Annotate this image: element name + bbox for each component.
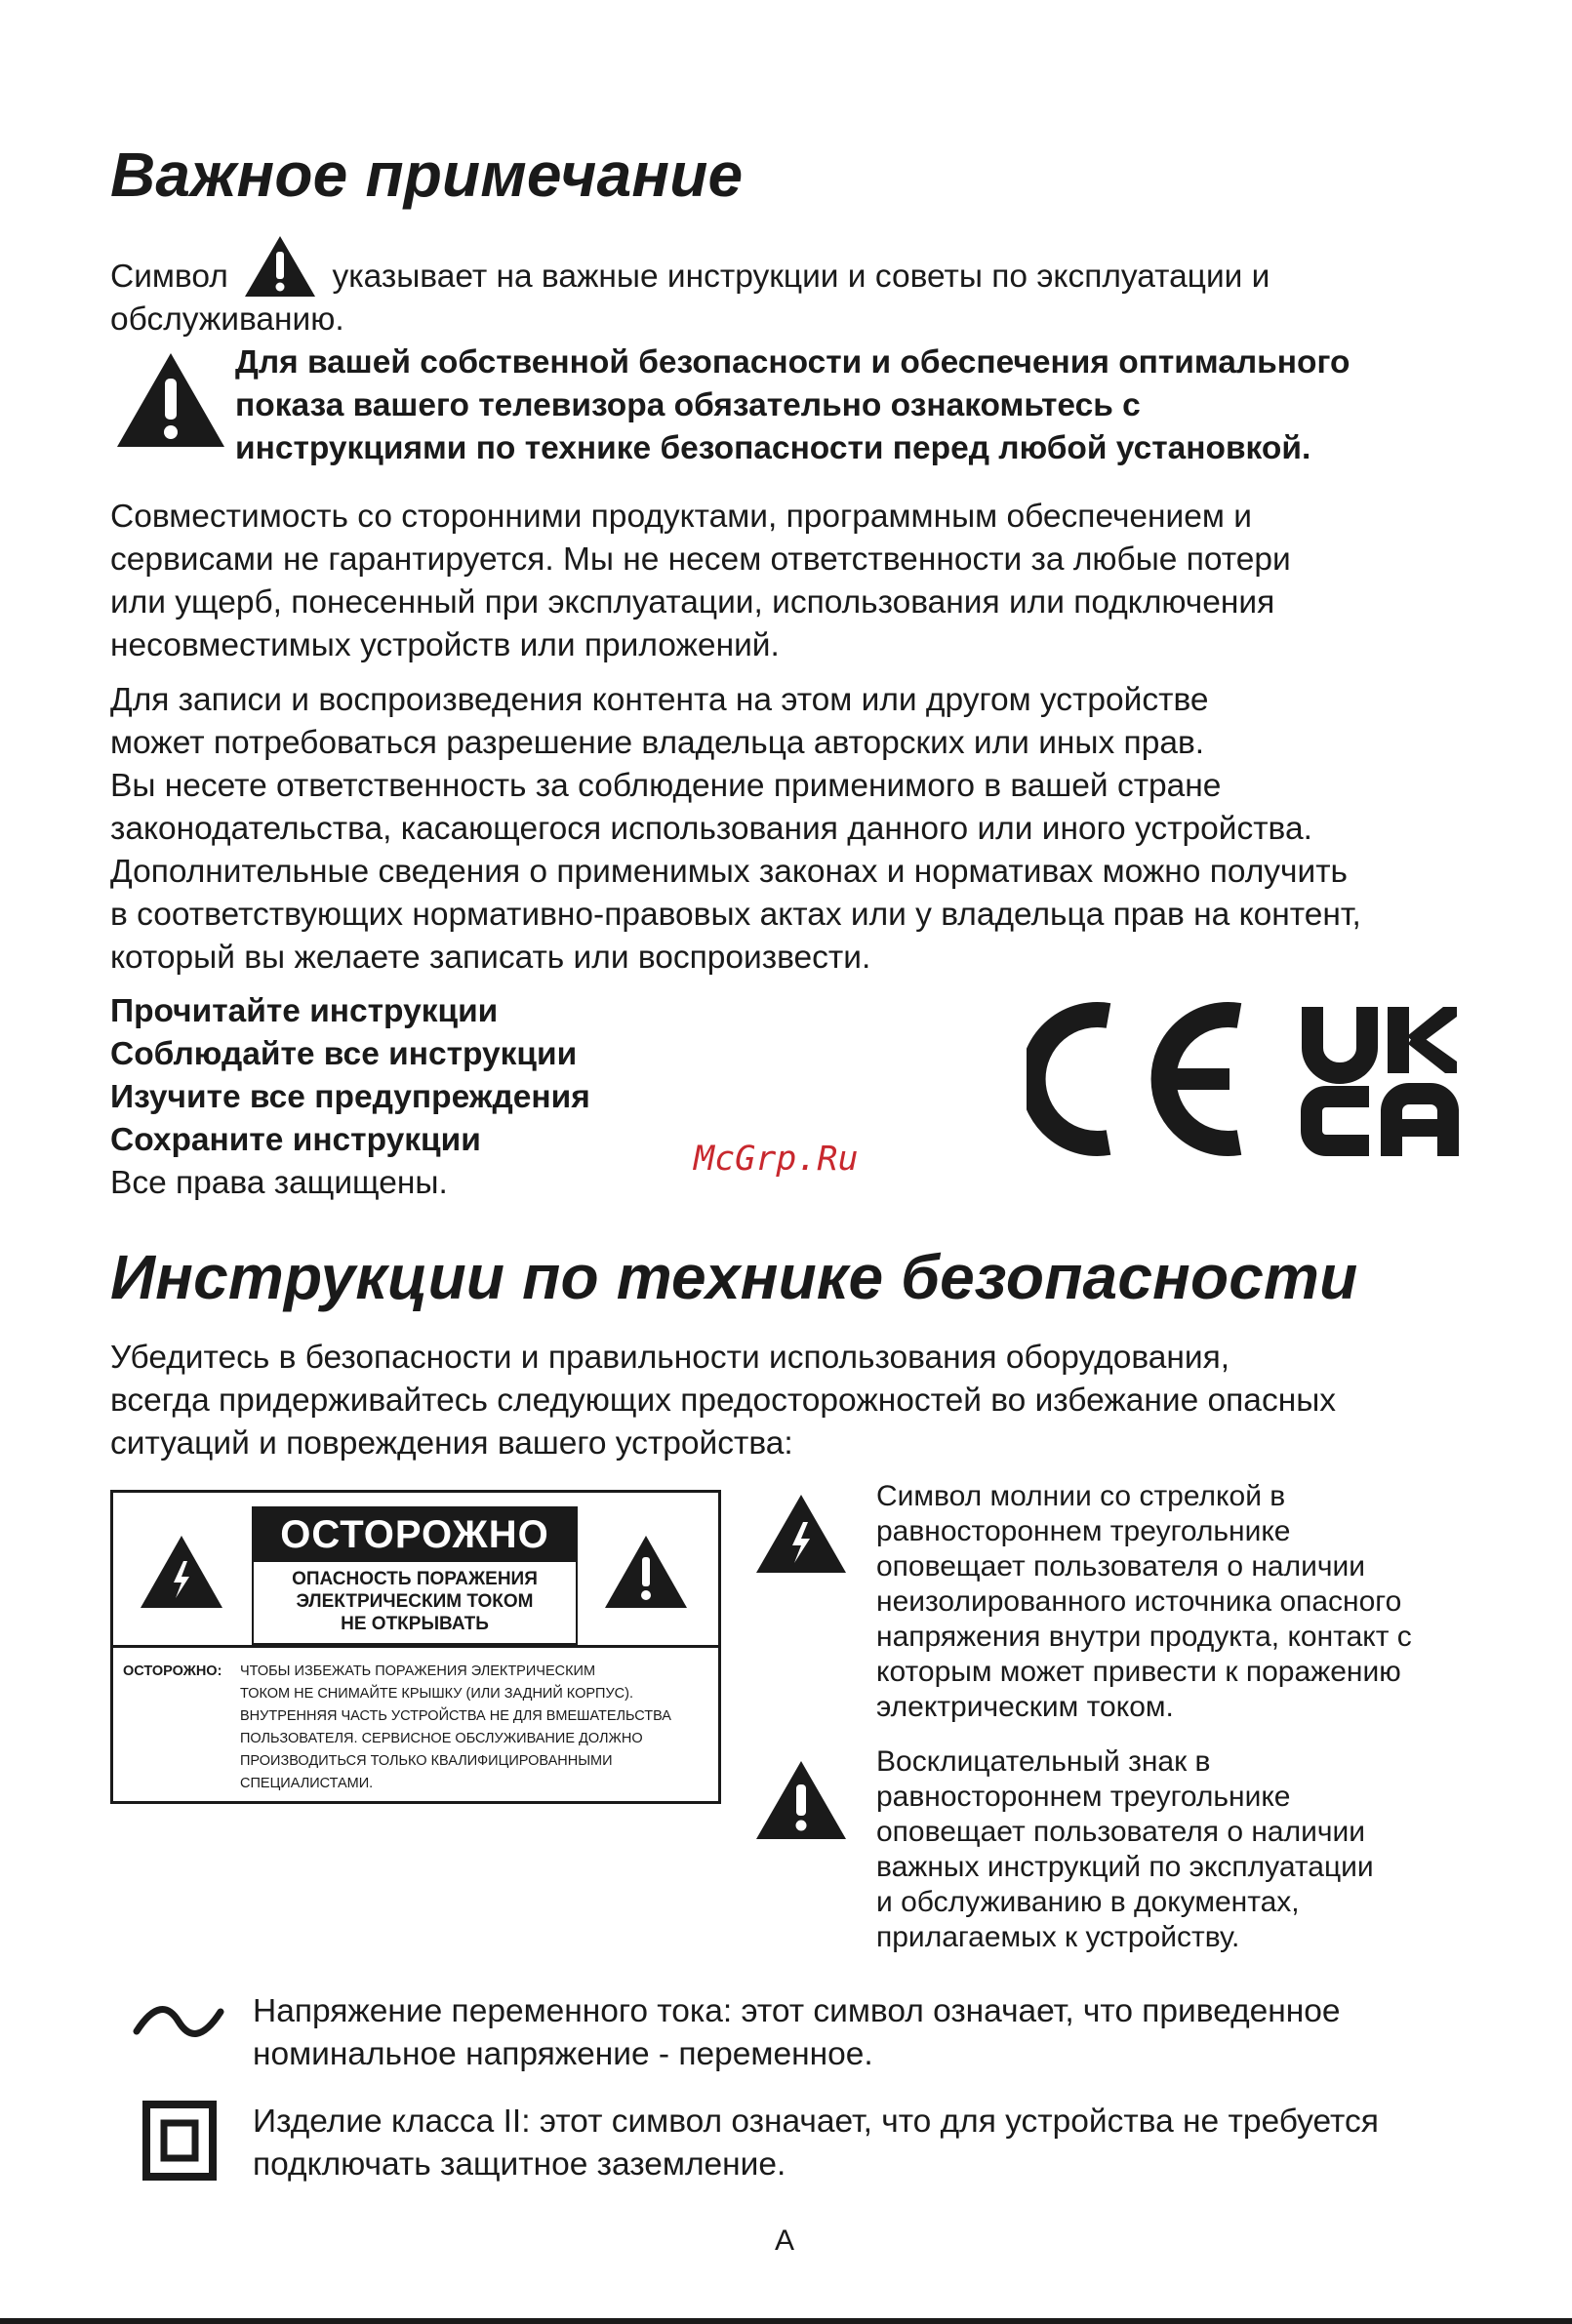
- caution-sub-line: ОПАСНОСТЬ ПОРАЖЕНИЯ: [292, 1569, 538, 1589]
- caution-title: ОСТОРОЖНО: [254, 1508, 576, 1562]
- explanation-line: Символ молнии со стрелкой в: [876, 1480, 1286, 1512]
- page-title-safety: Инструкции по технике безопасности: [110, 1242, 1358, 1312]
- caution-sub-line: НЕ ОТКРЫВАТЬ: [341, 1614, 489, 1634]
- exclamation-explanation: [876, 1744, 1374, 1955]
- paragraph-line: Совместимость со сторонними продуктами, программным обеспечением и: [110, 499, 1252, 535]
- instruction-item: Прочитайте инструкции: [110, 993, 499, 1029]
- explanation-line: равностороннем треугольнике: [876, 1515, 1291, 1547]
- symbol-note-suffix: указывает на важные инструкции и советы по эксплуатации и: [332, 259, 1270, 295]
- description-line: Напряжение переменного тока: этот символ означает, что приведенное: [253, 1993, 1341, 2029]
- instruction-item: Изучите все предупреждения: [110, 1079, 590, 1115]
- lightning-triangle-icon: [754, 1493, 848, 1575]
- warning-triangle-icon: [243, 234, 317, 299]
- paragraph-line: или ущерб, понесенный при эксплуатации, использования или подключения: [110, 584, 1275, 621]
- caution-body-line: ПРОИЗВОДИТЬСЯ ТОЛЬКО КВАЛИФИЦИРОВАННЫМИ: [240, 1753, 613, 1769]
- lightning-explanation: [876, 1479, 1412, 1725]
- caution-body-line: ТОКОМ НЕ СНИМАЙТЕ КРЫШКУ (ИЛИ ЗАДНИЙ КОРПУС).: [240, 1686, 633, 1702]
- caution-body-line: ЧТОБЫ ИЗБЕЖАТЬ ПОРАЖЕНИЯ ЭЛЕКТРИЧЕСКИМ: [240, 1663, 596, 1679]
- paragraph-line: Для записи и воспроизведения контента на этом или другом устройстве: [110, 682, 1209, 718]
- paragraph-line: законодательства, касающегося использования данного или иного устройства.: [110, 811, 1312, 847]
- paragraph-line: несовместимых устройств или приложений.: [110, 627, 780, 663]
- caution-label: [110, 1490, 721, 1804]
- caution-body-label: ОСТОРОЖНО:: [123, 1663, 222, 1679]
- explanation-line: оповещает пользователя о наличии: [876, 1816, 1366, 1848]
- instruction-item: Соблюдайте все инструкции: [110, 1036, 578, 1072]
- class-ii-icon: [142, 2101, 217, 2181]
- symbol-note-prefix: Символ: [110, 259, 228, 295]
- class-ii-description: [253, 2101, 1379, 2186]
- compatibility-paragraph: [110, 496, 1291, 667]
- page-title-important: Важное примечание: [110, 140, 744, 210]
- exclamation-triangle-icon: [754, 1759, 848, 1841]
- caution-body-line: ПОЛЬЗОВАТЕЛЯ. СЕРВИСНОЕ ОБСЛУЖИВАНИЕ ДОЛЖНО: [240, 1731, 643, 1746]
- ac-voltage-description: [253, 1990, 1341, 2076]
- explanation-line: прилагаемых к устройству.: [876, 1921, 1240, 1953]
- caution-sub-line: ЭЛЕКТРИЧЕСКИМ ТОКОМ: [296, 1591, 534, 1612]
- warning-triangle-icon: [115, 351, 226, 449]
- caution-divider: [113, 1645, 718, 1648]
- instructions-list: [110, 990, 590, 1205]
- rights-reserved: Все права защищены.: [110, 1165, 448, 1201]
- description-line: подключать защитное заземление.: [253, 2146, 786, 2183]
- paragraph-line: который вы желаете записать или воспроизвести.: [110, 940, 871, 976]
- explanation-line: важных инструкций по эксплуатации: [876, 1851, 1374, 1883]
- warning-line: Для вашей собственной безопасности и обеспечения оптимального: [235, 344, 1350, 381]
- caution-center-panel: [252, 1506, 578, 1645]
- explanation-line: и обслуживанию в документах,: [876, 1886, 1300, 1918]
- explanation-line: неизолированного источника опасного: [876, 1585, 1402, 1618]
- lightning-triangle-icon: [139, 1534, 224, 1610]
- explanation-line: равностороннем треугольнике: [876, 1781, 1291, 1813]
- paragraph-line: может потребоваться разрешение владельца авторских или иных прав.: [110, 725, 1205, 761]
- warning-line: показа вашего телевизора обязательно ознакомьтесь с: [235, 387, 1141, 423]
- ukca-mark-icon: [1301, 1003, 1459, 1159]
- explanation-line: напряжения внутри продукта, контакт с: [876, 1621, 1412, 1653]
- warning-line: инструкциями по технике безопасности перед любой установкой.: [235, 430, 1311, 466]
- safety-warning-text: [235, 341, 1350, 470]
- symbol-note-line2: обслуживанию.: [110, 301, 344, 338]
- paragraph-line: Убедитесь в безопасности и правильности использования оборудования,: [110, 1340, 1230, 1376]
- description-line: номинальное напряжение - переменное.: [253, 2036, 873, 2072]
- explanation-line: электрическим током.: [876, 1691, 1174, 1723]
- caution-body-line: СПЕЦИАЛИСТАМИ.: [240, 1776, 374, 1791]
- symbol-note: [110, 234, 1270, 341]
- paragraph-line: в соответствующих нормативно-правовых актах или у владельца прав на контент,: [110, 897, 1361, 933]
- ac-voltage-icon: [133, 2002, 224, 2041]
- description-line: Изделие класса II: этот символ означает, что для устройства не требуется: [253, 2104, 1379, 2140]
- paragraph-line: ситуаций и повреждения вашего устройства:: [110, 1425, 793, 1462]
- paragraph-line: сервисами не гарантируется. Мы не несем ответственности за любые потери: [110, 541, 1291, 578]
- page-number: A: [775, 2224, 795, 2257]
- explanation-line: Восклицательный знак в: [876, 1745, 1211, 1778]
- explanation-line: которым может привести к поражению: [876, 1656, 1401, 1688]
- caution-body: [240, 1661, 671, 1795]
- caution-body-line: ВНУТРЕННЯЯ ЧАСТЬ УСТРОЙСТВА НЕ ДЛЯ ВМЕШАТЕЛЬСТВА: [240, 1708, 671, 1724]
- paragraph-line: всегда придерживайтесь следующих предосторожностей во избежание опасных: [110, 1382, 1337, 1419]
- bottom-border: [0, 2318, 1572, 2324]
- exclamation-triangle-icon: [603, 1534, 689, 1610]
- caution-subtitle: [254, 1562, 576, 1635]
- paragraph-line: Вы несете ответственность за соблюдение применимого в вашей стране: [110, 768, 1222, 804]
- explanation-line: оповещает пользователя о наличии: [876, 1550, 1366, 1583]
- instruction-item: Сохраните инструкции: [110, 1122, 481, 1158]
- safety-intro: [110, 1337, 1336, 1465]
- paragraph-line: Дополнительные сведения о применимых законах и нормативах можно получить: [110, 854, 1349, 890]
- copyright-paragraph: [110, 679, 1361, 980]
- ce-mark-icon: [1027, 1000, 1251, 1158]
- watermark: McGrp.Ru: [694, 1140, 859, 1179]
